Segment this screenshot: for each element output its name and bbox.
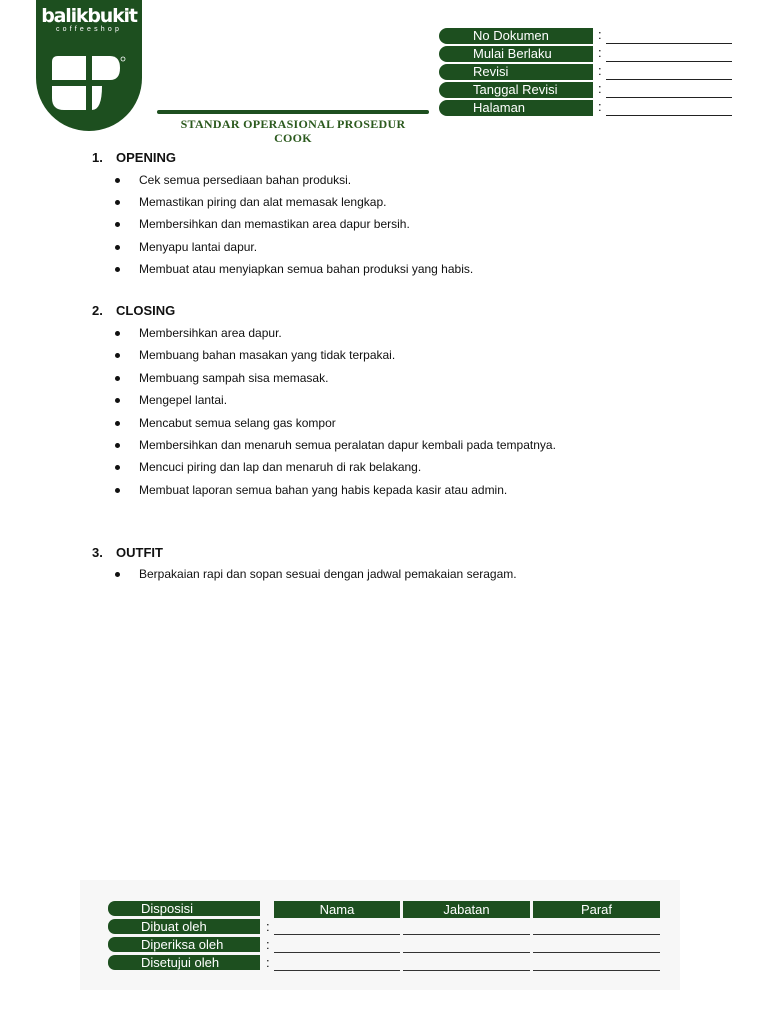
bullet-icon	[115, 353, 120, 358]
list-item-text: Membersihkan area dapur.	[139, 326, 282, 340]
list-item-text: Mencuci piring dan lap dan menaruh di rak belakang.	[139, 460, 422, 474]
section-title: OPENING	[116, 150, 176, 165]
nama-line	[274, 970, 400, 971]
list-item-text: Membuang sampah sisa memasak.	[139, 371, 329, 385]
doc-info-label: Tanggal Revisi	[439, 82, 593, 98]
bullet-icon	[115, 331, 120, 336]
list-item	[92, 437, 712, 453]
bullet-icon	[115, 245, 120, 250]
list-item-text: Mencabut semua selang gas kompor	[139, 416, 336, 430]
paraf-line	[533, 970, 660, 971]
approval-row-colon: :	[266, 919, 270, 934]
section-title: CLOSING	[116, 303, 176, 318]
doc-info-label: Halaman	[439, 100, 593, 116]
paraf-line	[533, 934, 660, 935]
list-item	[92, 459, 712, 475]
jabatan-line	[403, 952, 530, 953]
list-item	[92, 415, 712, 431]
approval-row-label: Dibuat oleh	[108, 919, 260, 934]
company-logo	[36, 0, 142, 131]
section-outfit	[92, 545, 712, 581]
doc-info-label: No Dokumen	[439, 28, 593, 44]
doc-info-colon: :	[598, 63, 602, 78]
bullet-icon	[115, 465, 120, 470]
list-item-text: Mengepel lantai.	[139, 393, 228, 407]
doc-info-value-line	[606, 97, 732, 98]
list-item	[92, 370, 712, 386]
bullet-icon	[115, 488, 120, 493]
approval-table	[80, 880, 680, 990]
list-item-text: Cek semua persediaan bahan produksi.	[139, 173, 352, 187]
list-item	[92, 194, 712, 210]
approval-row-colon: :	[266, 955, 270, 970]
section-heading	[92, 545, 712, 561]
approval-row-colon: :	[266, 937, 270, 952]
disposisi-label: Disposisi	[108, 901, 260, 916]
doc-info-colon: :	[598, 99, 602, 114]
doc-info-colon: :	[598, 45, 602, 60]
logo-wordmark: balikbukit	[41, 5, 137, 27]
jabatan-line	[403, 934, 530, 935]
section-number: 3.	[92, 545, 103, 560]
jabatan-line	[403, 970, 530, 971]
list-item-text: Memastikan piring dan alat memasak lengkap.	[139, 195, 387, 209]
approval-row-label: Disetujui oleh	[108, 955, 260, 970]
list-item-text: Berpakaian rapi dan sopan sesuai dengan jadwal pemakaian seragam.	[139, 567, 517, 581]
document-title	[157, 117, 429, 145]
bullet-icon	[115, 443, 120, 448]
list-item	[92, 261, 712, 277]
list-item-text: Membuat laporan semua bahan yang habis kepada kasir atau admin.	[139, 483, 508, 497]
approval-row-label: Diperiksa oleh	[108, 937, 260, 952]
column-header-jabatan: Jabatan	[403, 901, 530, 918]
section-heading	[92, 303, 712, 319]
section-opening	[92, 150, 712, 276]
list-item-text: Membuat atau menyiapkan semua bahan produksi yang habis.	[139, 262, 474, 276]
doc-info-colon: :	[598, 27, 602, 42]
title-line-1: STANDAR OPERASIONAL PROSEDUR	[180, 117, 406, 131]
list-item	[92, 325, 712, 341]
section-number: 1.	[92, 150, 103, 165]
section-heading	[92, 150, 712, 166]
doc-info-row-tanggal-revisi	[439, 82, 739, 98]
doc-info-row-mulai-berlaku	[439, 46, 739, 62]
doc-info-label: Mulai Berlaku	[439, 46, 593, 62]
bullet-icon	[115, 376, 120, 381]
list-item	[92, 482, 712, 498]
doc-info-row-no-dokumen	[439, 28, 739, 44]
bullet-icon	[115, 178, 120, 183]
doc-info-label: Revisi	[439, 64, 593, 80]
title-divider	[157, 110, 429, 114]
bullet-icon	[115, 200, 120, 205]
list-item-text: Membersihkan dan menaruh semua peralatan dapur kembali pada tempatnya.	[139, 438, 556, 452]
bullet-icon	[115, 398, 120, 403]
logo-tagline: coffeeshop	[55, 26, 123, 33]
list-item	[92, 239, 712, 255]
doc-info-row-revisi	[439, 64, 739, 80]
bullet-icon	[115, 222, 120, 227]
list-item-text: Membuang bahan masakan yang tidak terpakai.	[139, 348, 396, 362]
bullet-icon	[115, 421, 120, 426]
title-line-2: COOK	[274, 131, 312, 145]
section-number: 2.	[92, 303, 103, 318]
list-item	[92, 566, 712, 582]
paraf-line	[533, 952, 660, 953]
doc-info-colon: :	[598, 81, 602, 96]
bullet-icon	[115, 267, 120, 272]
logo-mark-icon	[52, 56, 126, 110]
section-closing	[92, 303, 712, 497]
list-item	[92, 392, 712, 408]
doc-info-value-line	[606, 43, 732, 44]
section-title: OUTFIT	[116, 545, 163, 560]
doc-info-value-line	[606, 79, 732, 80]
nama-line	[274, 934, 400, 935]
column-header-nama: Nama	[274, 901, 400, 918]
doc-info-value-line	[606, 115, 732, 116]
list-item-text: Membersihkan dan memastikan area dapur bersih.	[139, 217, 410, 231]
column-header-paraf: Paraf	[533, 901, 660, 918]
doc-info-value-line	[606, 61, 732, 62]
list-item	[92, 347, 712, 363]
bullet-icon	[115, 572, 120, 577]
list-item	[92, 216, 712, 232]
list-item-text: Menyapu lantai dapur.	[139, 240, 258, 254]
list-item	[92, 172, 712, 188]
doc-info-row-halaman	[439, 100, 739, 116]
nama-line	[274, 952, 400, 953]
